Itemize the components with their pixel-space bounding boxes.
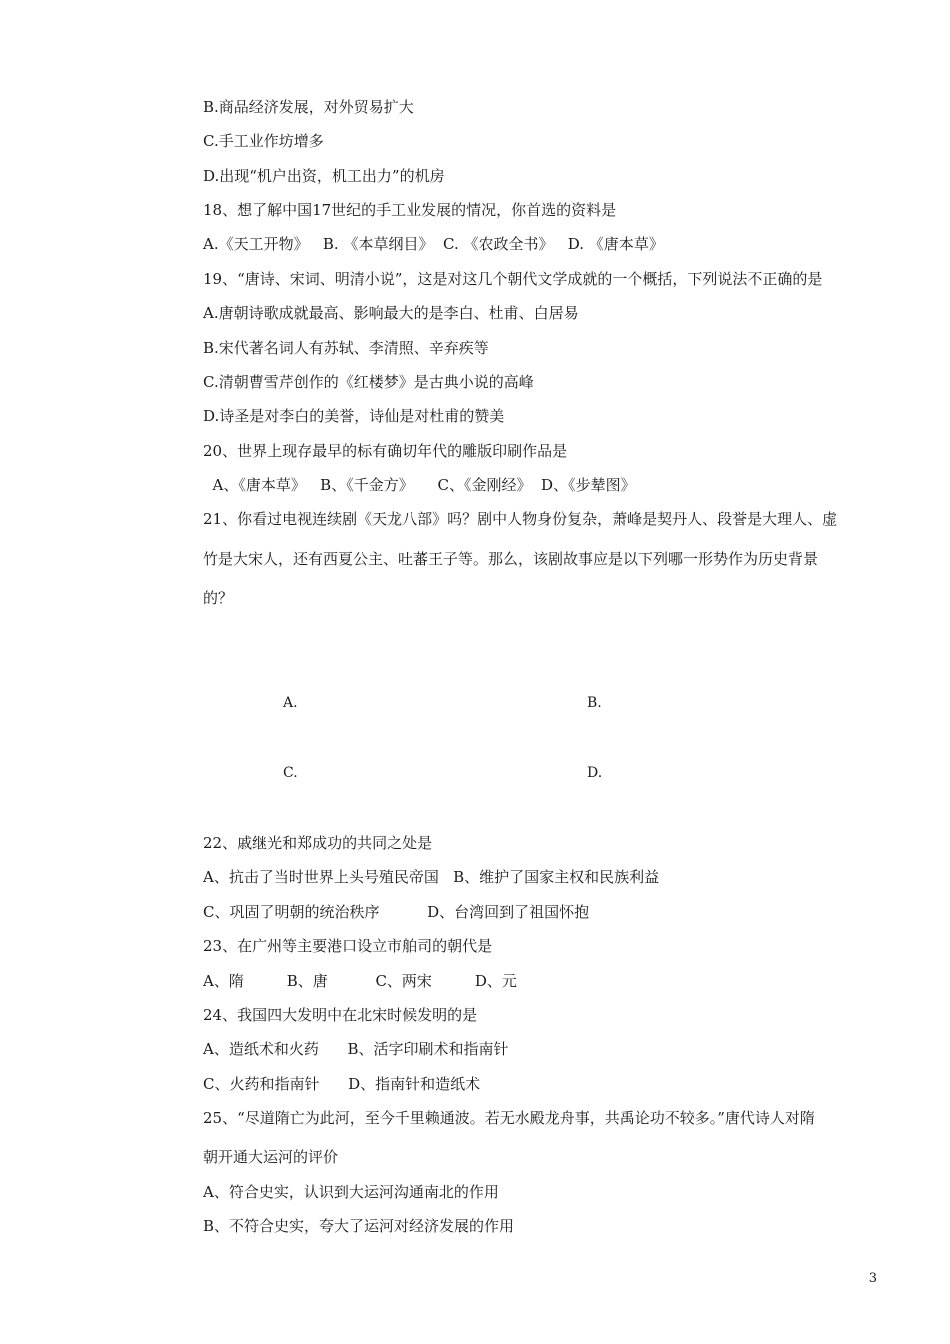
q17-option-b: B.商品经济发展，对外贸易扩大 [203, 98, 414, 116]
q24-options-ab: A、造纸术和火药 B、活字印刷术和指南针 [203, 1040, 509, 1058]
q19-option-d: D.诗圣是对李白的美誉，诗仙是对杜甫的赞美 [203, 407, 505, 425]
q24-options-cd: C、火药和指南针 D、指南针和造纸术 [203, 1075, 481, 1093]
q19-option-c: C.清朝曹雪芹创作的《红楼梦》是古典小说的高峰 [203, 373, 534, 391]
q22-options-cd: C、巩固了明朝的统治秩序 D、台湾回到了祖国怀抱 [203, 903, 590, 921]
q17-option-d: D.出现“机户出资，机工出力”的机房 [203, 167, 445, 185]
q22-options-ab: A、抗击了当时世界上头号殖民帝国 B、维护了国家主权和民族利益 [203, 868, 660, 886]
q24-stem: 24、我国四大发明中在北宋时候发明的是 [203, 1006, 478, 1024]
q21-option-c: C. [283, 765, 298, 781]
q21-option-d: D. [587, 765, 603, 781]
q21-option-a: A. [283, 695, 298, 711]
q23-stem: 23、在广州等主要港口设立市舶司的朝代是 [203, 937, 493, 955]
page-number: 3 [868, 1271, 877, 1286]
q25-option-a: A、符合史实，认识到大运河沟通南北的作用 [203, 1183, 499, 1201]
q25-stem-line-2: 朝开通大运河的评价 [203, 1148, 339, 1166]
q21-stem-line-2: 竹是大宋人，还有西夏公主、吐蕃王子等。那么，该剧故事应是以下列哪一形势作为历史背景 [203, 550, 819, 568]
q21-stem-line-1: 21、你看过电视连续剧《天龙八部》吗？剧中人物身份复杂，萧峰是契丹人、段誉是大理人、虚 [203, 510, 838, 528]
q21-stem-line-3: 的？ [203, 589, 234, 607]
q17-option-c: C.手工业作坊增多 [203, 132, 324, 150]
q19-option-b: B.宋代著名词人有苏轼、李清照、辛弃疾等 [203, 339, 489, 357]
q18-stem: 18、想了解中国17世纪的手工业发展的情况，你首选的资料是 [203, 201, 617, 219]
q25-stem-line-1: 25、“尽道隋亡为此河，至今千里赖通波。若无水殿龙舟事，共禹论功不较多。”唐代诗人对隋 [203, 1109, 815, 1127]
q18-options: A.《天工开物》 B. 《本草纲目》 C. 《农政全书》 D. 《唐本草》 [203, 235, 664, 253]
q19-option-a: A.唐朝诗歌成就最高、影响最大的是李白、杜甫、白居易 [203, 304, 579, 322]
q23-options: A、隋 B、唐 C、两宋 D、元 [203, 972, 517, 990]
q20-stem: 20、世界上现存最早的标有确切年代的雕版印刷作品是 [203, 442, 568, 460]
q20-options: A、《唐本草》 B、《千金方》 C、《金刚经》 D、《步辇图》 [203, 476, 636, 494]
q22-stem: 22、戚继光和郑成功的共同之处是 [203, 834, 433, 852]
q25-option-b: B、不符合史实，夸大了运河对经济发展的作用 [203, 1217, 515, 1235]
q19-stem: 19、“唐诗、宋词、明清小说”，这是对这几个朝代文学成就的一个概括，下列说法不正确的是 [203, 270, 823, 288]
q21-option-b: B. [587, 695, 602, 711]
